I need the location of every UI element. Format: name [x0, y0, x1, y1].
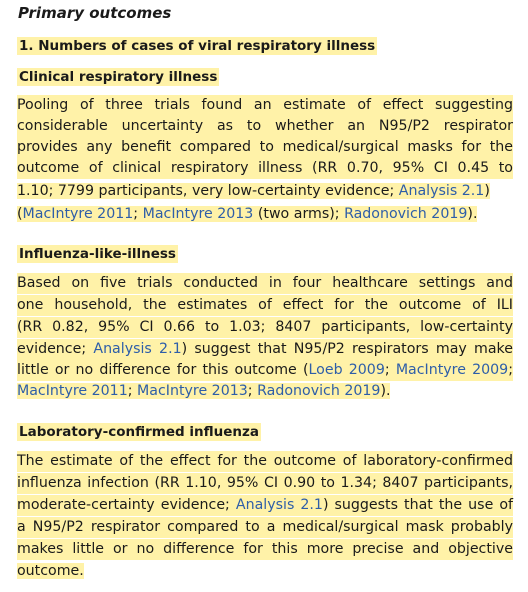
- paragraph-text: (two arms);: [253, 206, 345, 222]
- link-macintyre-2013[interactable]: MacIntyre 2013: [137, 383, 248, 399]
- paragraph-text: ).: [380, 383, 391, 399]
- paragraph-text: evidence;: [17, 341, 94, 357]
- heading-clinical-respiratory-illness: Clinical respiratory illness: [19, 69, 218, 85]
- paragraph-text: ;: [384, 362, 396, 378]
- paragraph-text: ).: [467, 206, 478, 222]
- link-macintyre-2013[interactable]: MacIntyre 2013: [142, 206, 254, 222]
- paragraph-text: (: [17, 206, 23, 222]
- paragraph-line: The estimate of the effect for the outcome of laboratory-confirmed: [17, 451, 513, 472]
- link-macintyre-2009[interactable]: MacIntyre 2009: [395, 362, 509, 378]
- paragraph-text: ;: [508, 362, 513, 378]
- paragraph-line: Pooling of three trials found an estimate of effect suggesting: [17, 95, 513, 116]
- link-macintyre-2011[interactable]: MacIntyre 2011: [17, 383, 128, 399]
- heading-row-ili: [17, 243, 528, 262]
- paragraph-line: (RR 0.82, 95% CI 0.66 to 1.03; 8407 participants, low-certainty: [17, 317, 513, 338]
- paragraph-line: makes little or no difference for this more precise and objective: [17, 539, 513, 560]
- link-analysis-2-1[interactable]: Analysis 2.1: [235, 497, 323, 513]
- link-radonovich-2019[interactable]: Radonovich 2019: [344, 206, 468, 222]
- paragraph-line: outcome of clinical respiratory illness (RR 0.70, 95% CI 0.45 to: [17, 158, 513, 179]
- paragraph-text: ;: [127, 383, 138, 399]
- paragraph-line: Based on five trials conducted in four healthcare settings and: [17, 273, 513, 294]
- paragraph-text: ): [484, 183, 490, 199]
- heading-row-clinical: [17, 66, 528, 85]
- paragraph-line: one household, the estimates of effect for the outcome of ILI: [17, 295, 513, 316]
- link-analysis-2-1[interactable]: Analysis 2.1: [398, 183, 485, 199]
- paragraph-line: considerable uncertainty as to whether an N95/P2 respirator: [17, 116, 513, 137]
- paragraph-text: ;: [247, 383, 258, 399]
- paragraph-text: ) suggest that N95/P2 respirators may make: [181, 341, 513, 357]
- section-title: Primary outcomes: [18, 4, 172, 22]
- paragraph-text: ;: [133, 206, 143, 222]
- paragraph-text: little or no difference for this outcome (: [17, 362, 309, 378]
- paragraph-text: 1.10; 7799 participants, very low-certainty evidence;: [17, 183, 399, 199]
- paragraph-line: a N95/P2 respirator compared to a medical/surgical mask probably: [17, 517, 513, 538]
- link-macintyre-2011[interactable]: MacIntyre 2011: [22, 206, 134, 222]
- paragraph-line: influenza infection (RR 1.10, 95% CI 0.90 to 1.34; 8407 participants,: [17, 473, 513, 494]
- heading-influenza-like-illness: Influenza-like-illness: [19, 246, 176, 262]
- heading-row-lab: [17, 421, 528, 440]
- paragraph-text: moderate-certainty evidence;: [17, 497, 236, 513]
- subheading: 1. Numbers of cases of viral respiratory illness: [19, 38, 376, 54]
- link-loeb-2009[interactable]: Loeb 2009: [308, 362, 385, 378]
- link-radonovich-2019[interactable]: Radonovich 2019: [257, 383, 381, 399]
- paragraph-line: outcome.: [17, 563, 84, 579]
- paragraph-text: ) suggests that the use of: [322, 497, 514, 513]
- heading-laboratory-confirmed-influenza: Laboratory-confirmed influenza: [19, 424, 259, 440]
- paragraph-line: provides any benefit compared to medical/surgical masks for the: [17, 137, 513, 158]
- link-analysis-2-1[interactable]: Analysis 2.1: [93, 341, 182, 357]
- subheading-row: [17, 35, 528, 54]
